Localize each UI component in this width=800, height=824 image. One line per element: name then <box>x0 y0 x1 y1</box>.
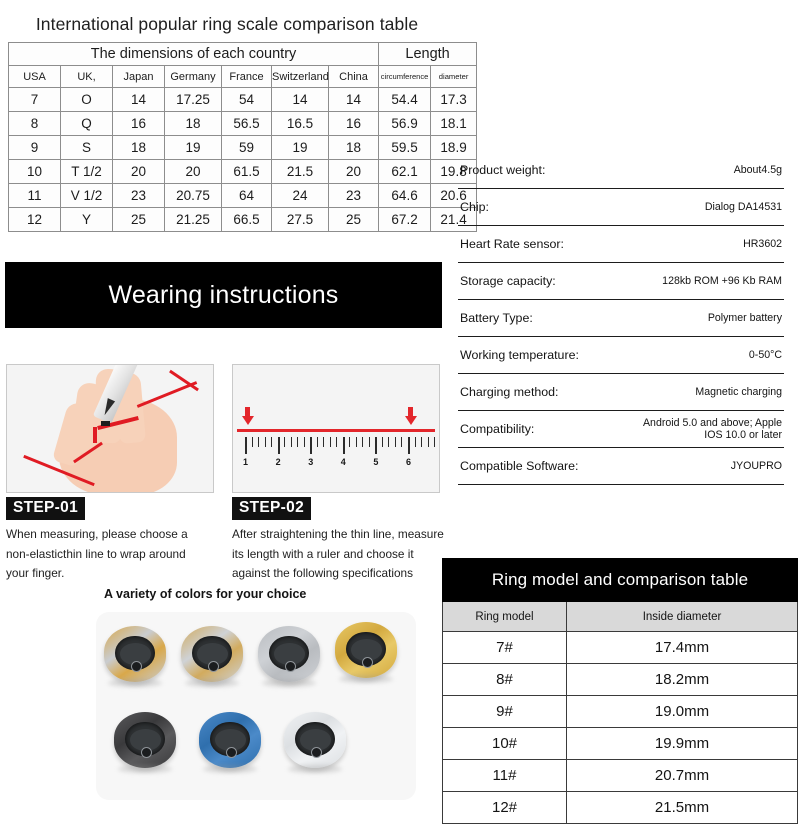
table-row <box>9 136 477 160</box>
size-table-cell: 19 <box>272 136 329 160</box>
left-arrow-icon <box>242 416 254 425</box>
spec-row <box>458 448 784 485</box>
ring-model-cell: 19.0mm <box>567 696 798 728</box>
ring-color-black[interactable] <box>114 712 176 768</box>
table-row <box>443 728 798 760</box>
size-table-cell: 62.1 <box>379 160 431 184</box>
size-table-cell: O <box>61 88 113 112</box>
ring-color-silver-gold-accent[interactable] <box>104 626 166 682</box>
spec-value: 128kb ROM +96 Kb RAM <box>621 263 784 300</box>
size-table-cell: 16 <box>329 112 379 136</box>
size-table-cell: 66.5 <box>222 208 272 232</box>
size-table-column-header: USA <box>9 66 61 88</box>
size-table-cell: 14 <box>272 88 329 112</box>
size-table-column-header: Japan <box>113 66 165 88</box>
spec-row <box>458 263 784 300</box>
ruler-minor-tick <box>356 437 357 447</box>
spec-label: Product weight: <box>458 152 621 189</box>
table-row <box>443 632 798 664</box>
ruler-minor-tick <box>382 437 383 447</box>
pen-mark <box>101 421 110 426</box>
spec-value: Android 5.0 and above; Apple IOS 10.0 or later <box>621 411 784 448</box>
ruler-minor-tick <box>284 437 285 447</box>
ruler-minor-tick <box>323 437 324 447</box>
spec-value: 0-50°C <box>621 337 784 374</box>
ring-model-cell: 17.4mm <box>567 632 798 664</box>
table-row <box>9 160 477 184</box>
ring-model-column-header: Inside diameter <box>567 602 798 632</box>
step-01-illustration <box>6 364 214 493</box>
table-row <box>443 696 798 728</box>
size-table-cell: 59.5 <box>379 136 431 160</box>
step-01-badge: STEP-01 <box>6 497 85 520</box>
spec-label: Working temperature: <box>458 337 621 374</box>
ring-model-section <box>442 558 798 824</box>
size-comparison-section <box>8 14 469 232</box>
size-table-cell: 56.9 <box>379 112 431 136</box>
ruler-major-tick <box>375 437 377 454</box>
spec-label: Compatibility: <box>458 411 621 448</box>
spec-value: About4.5g <box>621 152 784 189</box>
size-table-cell: 17.25 <box>165 88 222 112</box>
size-table-cell: 64 <box>222 184 272 208</box>
ring-shadow <box>262 679 317 687</box>
ruler-major-tick <box>310 437 312 454</box>
size-table-column-header: Germany <box>165 66 222 88</box>
ring-color-silver-white[interactable] <box>284 712 346 768</box>
spec-label: Chip: <box>458 189 621 226</box>
spec-row <box>458 226 784 263</box>
spec-value: Dialog DA14531 <box>621 189 784 226</box>
ruler-minor-tick <box>252 437 253 447</box>
size-table-cell: 9 <box>9 136 61 160</box>
right-arrow-icon <box>405 416 417 425</box>
size-table-cell: 7 <box>9 88 61 112</box>
step-02-illustration <box>232 364 440 493</box>
ring-model-column-header: Ring model <box>443 602 567 632</box>
size-table-cell: 20 <box>113 160 165 184</box>
ruler-number-label: 4 <box>340 457 346 467</box>
ring-shadow <box>108 679 163 687</box>
ring-color-silver[interactable] <box>258 626 320 682</box>
ring-shadow <box>118 765 173 773</box>
ruler-minor-tick <box>369 437 370 447</box>
ring-model-cell: 11# <box>443 760 567 792</box>
ring-shadow <box>339 675 394 683</box>
ruler-major-tick <box>245 437 247 454</box>
ring-sensor <box>226 747 237 758</box>
size-table-cell: 18 <box>113 136 165 160</box>
measured-red-line <box>237 429 435 432</box>
size-table-cell: Q <box>61 112 113 136</box>
size-table-cell: V 1/2 <box>61 184 113 208</box>
size-table-cell: 21.25 <box>165 208 222 232</box>
wearing-instructions-title: Wearing instructions <box>108 280 339 309</box>
wearing-instructions-banner <box>5 262 442 328</box>
ruler-minor-tick <box>304 437 305 447</box>
table-row <box>443 760 798 792</box>
ring-model-cell: 9# <box>443 696 567 728</box>
ruler-minor-tick <box>336 437 337 447</box>
size-table-cell: 20.6 <box>431 184 477 208</box>
spec-row <box>458 337 784 374</box>
size-table-cell: T 1/2 <box>61 160 113 184</box>
size-table-cell: 67.2 <box>379 208 431 232</box>
size-table-cell: 27.5 <box>272 208 329 232</box>
ring-model-cell: 18.2mm <box>567 664 798 696</box>
size-table-group-header: Length <box>379 43 477 66</box>
size-table-column-header: diameter <box>431 66 477 88</box>
ring-sensor <box>362 657 373 668</box>
size-table-cell: 19.8 <box>431 160 477 184</box>
size-table-cell: Y <box>61 208 113 232</box>
size-table-title: International popular ring scale comparison table <box>35 14 419 34</box>
spec-row <box>458 152 784 189</box>
ruler-major-tick <box>343 437 345 454</box>
ruler-number-label: 3 <box>308 457 314 467</box>
ruler-minor-tick <box>297 437 298 447</box>
ring-model-cell: 10# <box>443 728 567 760</box>
ruler-minor-tick <box>362 437 363 447</box>
size-table-cell: 8 <box>9 112 61 136</box>
ring-shadow <box>203 765 258 773</box>
ring-model-cell: 12# <box>443 792 567 824</box>
ring-model-cell: 8# <box>443 664 567 696</box>
table-row <box>9 208 477 232</box>
ring-model-cell: 19.9mm <box>567 728 798 760</box>
size-table-cell: 23 <box>329 184 379 208</box>
ruler-major-tick <box>408 437 410 454</box>
ring-sensor <box>311 747 322 758</box>
size-table-group-header: The dimensions of each country <box>9 43 379 66</box>
size-table-cell: 11 <box>9 184 61 208</box>
size-table-cell: 14 <box>113 88 165 112</box>
ring-model-cell: 7# <box>443 632 567 664</box>
size-table-column-header: China <box>329 66 379 88</box>
size-table-cell: 18 <box>329 136 379 160</box>
size-table-column-header: France <box>222 66 272 88</box>
ruler-minor-tick <box>421 437 422 447</box>
step-02-text: After straightening the thin line, measure its length with a ruler and choose it against the following specifications <box>232 527 444 580</box>
table-row <box>9 112 477 136</box>
spec-label: Charging method: <box>458 374 621 411</box>
spec-label: Compatible Software: <box>458 448 621 485</box>
size-table-cell: 64.6 <box>379 184 431 208</box>
size-table-column-header: circumference <box>379 66 431 88</box>
size-table-cell: 20 <box>165 160 222 184</box>
size-table-cell: 20 <box>329 160 379 184</box>
ring-model-header <box>442 558 798 602</box>
ruler-major-tick <box>278 437 280 454</box>
ring-model-header-row <box>443 602 798 632</box>
size-table-cell: 19 <box>165 136 222 160</box>
spec-value: Polymer battery <box>621 300 784 337</box>
size-table-cell: 61.5 <box>222 160 272 184</box>
ring-color-gold[interactable] <box>335 622 397 678</box>
ruler-minor-tick <box>271 437 272 447</box>
colors-section-title: A variety of colors for your choice <box>104 587 307 601</box>
ring-model-title: Ring model and comparison table <box>491 570 749 589</box>
ring-colors-panel <box>96 612 416 800</box>
size-table-cell: 56.5 <box>222 112 272 136</box>
spec-value: HR3602 <box>621 226 784 263</box>
ring-sensor <box>131 661 142 672</box>
table-row <box>9 184 477 208</box>
size-table-cell: 16.5 <box>272 112 329 136</box>
table-row <box>9 88 477 112</box>
size-table-cell: 21.4 <box>431 208 477 232</box>
size-comparison-table <box>8 42 477 232</box>
ruler-number-label: 6 <box>406 457 412 467</box>
size-table-cell: 25 <box>113 208 165 232</box>
ruler-minor-tick <box>395 437 396 447</box>
ruler-minor-tick <box>415 437 416 447</box>
ring-sensor <box>141 747 152 758</box>
ruler-minor-tick <box>388 437 389 447</box>
step-01-text: When measuring, please choose a non-elasticthin line to wrap around your finger. <box>6 527 188 580</box>
size-table-cell: 24 <box>272 184 329 208</box>
ring-shadow <box>288 765 343 773</box>
ruler-minor-tick <box>291 437 292 447</box>
spec-value: JYOUPRO <box>621 448 784 485</box>
ruler-minor-tick <box>401 437 402 447</box>
size-table-cell: 10 <box>9 160 61 184</box>
spec-row <box>458 411 784 448</box>
size-table-cell: 59 <box>222 136 272 160</box>
specifications-table <box>458 152 784 485</box>
size-table-column-header: Switzerland <box>272 66 329 88</box>
ruler-minor-tick <box>330 437 331 447</box>
red-string-knot <box>93 427 97 443</box>
table-row <box>443 792 798 824</box>
step-02-badge: STEP-02 <box>232 497 311 520</box>
spec-label: Storage capacity: <box>458 263 621 300</box>
size-table-cell: 14 <box>329 88 379 112</box>
size-table-cell: 21.5 <box>272 160 329 184</box>
spec-label: Heart Rate sensor: <box>458 226 621 263</box>
spec-row <box>458 189 784 226</box>
size-table-cell: 54.4 <box>379 88 431 112</box>
size-table-cell: 23 <box>113 184 165 208</box>
size-table-cell: 17.3 <box>431 88 477 112</box>
ring-color-silver-gold-edge[interactable] <box>181 626 243 682</box>
spec-value: Magnetic charging <box>621 374 784 411</box>
ring-model-table <box>442 602 798 824</box>
ruler-number-label: 5 <box>373 457 379 467</box>
size-table-cell: 25 <box>329 208 379 232</box>
ruler-minor-tick <box>349 437 350 447</box>
table-row <box>443 664 798 696</box>
size-table-cell: 12 <box>9 208 61 232</box>
ruler-minor-tick <box>317 437 318 447</box>
ruler-number-label: 2 <box>275 457 281 467</box>
size-table-cell: 18.1 <box>431 112 477 136</box>
spec-label: Battery Type: <box>458 300 621 337</box>
spec-row <box>458 374 784 411</box>
size-table-column-header: UK, <box>61 66 113 88</box>
ring-sensor <box>208 661 219 672</box>
size-table-cell: S <box>61 136 113 160</box>
ruler-minor-tick <box>265 437 266 447</box>
ring-shadow <box>185 679 240 687</box>
spec-row <box>458 300 784 337</box>
size-table-cell: 18 <box>165 112 222 136</box>
ring-color-blue[interactable] <box>199 712 261 768</box>
ruler-number-label: 1 <box>243 457 249 467</box>
size-table-cell: 20.75 <box>165 184 222 208</box>
ruler-minor-tick <box>258 437 259 447</box>
size-table-cell: 18.9 <box>431 136 477 160</box>
ring-sensor <box>285 661 296 672</box>
size-table-cell: 54 <box>222 88 272 112</box>
ruler-minor-tick <box>428 437 429 447</box>
size-table-cell: 16 <box>113 112 165 136</box>
ring-model-cell: 21.5mm <box>567 792 798 824</box>
ring-model-cell: 20.7mm <box>567 760 798 792</box>
ruler-minor-tick <box>434 437 435 447</box>
